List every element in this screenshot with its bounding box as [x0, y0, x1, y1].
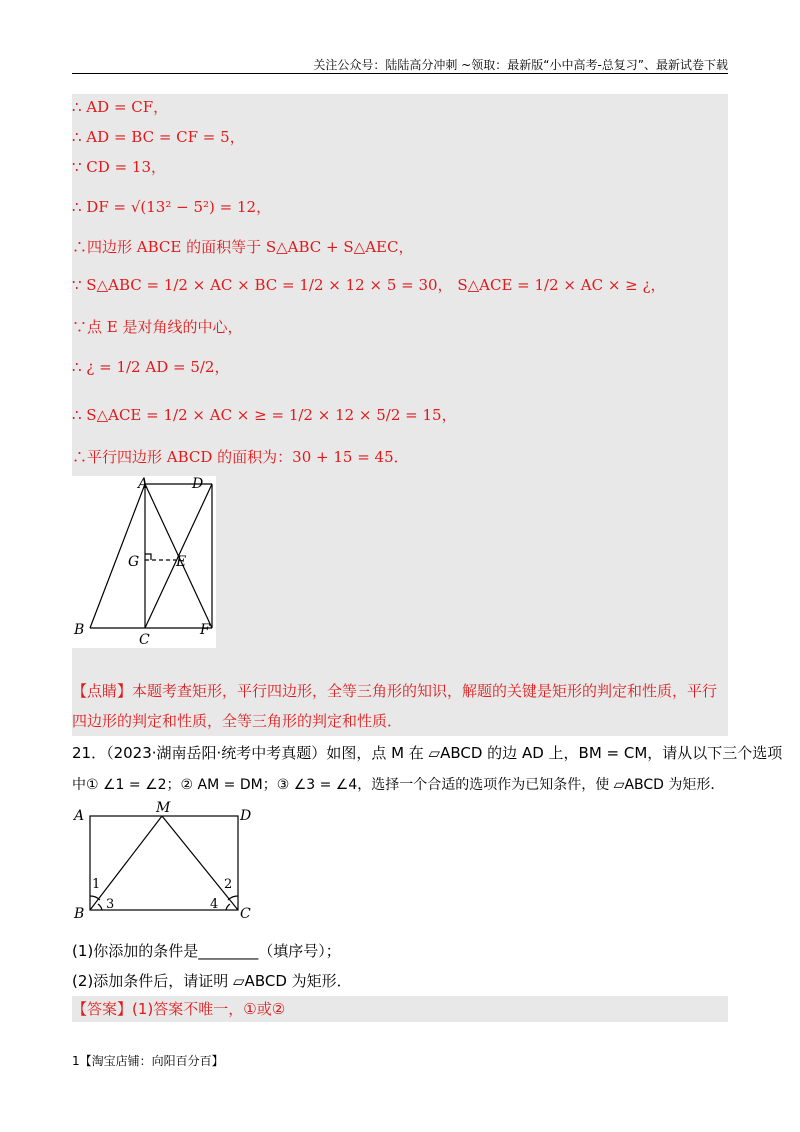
solution-line-10: ∴平行四边形 ABCD 的面积为：30 + 15 = 45．	[72, 448, 409, 466]
solution-line-6: ∵ S△ABC = 1/2 × AC × BC = 1/2 × 12 × 5 = 30， S△ACE = 1/2 × AC × ≥ ¿，	[72, 276, 666, 294]
label-B2: B	[74, 906, 85, 922]
page-header: 关注公众号：陆陆高分冲刺 ~领取：最新版“小中高考-总复习”、最新试卷下载	[313, 58, 728, 72]
page-footer: 1【淘宝店铺：向阳百分百】	[72, 1054, 224, 1068]
solution-line-1: ∴ AD = CF，	[72, 98, 169, 116]
solution-line-9: ∴ S△ACE = 1/2 × AC × ≥ = 1/2 × 12 × 5/2 = 15，	[72, 406, 457, 424]
header-rule	[72, 73, 728, 74]
label-A2: A	[74, 808, 85, 824]
remark	[72, 676, 728, 736]
answer-tag: 【答案】	[72, 1000, 133, 1018]
label-C: C	[139, 632, 150, 648]
solution-line-4: ∴ DF = √(13² − 5²) = 12，	[72, 198, 272, 216]
question-source: （2023·湖南岳阳·统考中考真题）	[106, 744, 327, 762]
question-number: 21．	[72, 744, 107, 762]
label-angle-1: 1	[92, 877, 101, 892]
solution-line-8: ∴ ¿ = 1/2 AD = 5/2，	[72, 358, 230, 376]
remark-tag: 【点睛】	[72, 682, 133, 700]
question-part-2: (2)添加条件后，请证明 ▱ABCD 为矩形．	[72, 972, 352, 990]
label-G: G	[128, 554, 140, 570]
label-D: D	[192, 476, 204, 492]
answer-text: (1)答案不唯一，①或②	[132, 1000, 286, 1018]
label-angle-3: 3	[106, 897, 115, 912]
label-A: A	[138, 476, 149, 492]
question-line-2: 中① ∠1 = ∠2；② AM = DM；③ ∠3 = ∠4，选择一个合适的选项作为已知条件，使 ▱ABCD 为矩形．	[72, 777, 725, 793]
solution-line-2: ∴ AD = BC = CF = 5，	[72, 128, 245, 146]
remark-text: 本题考查矩形，平行四边形，全等三角形的知识，解题的关键是矩形的判定和性质，平行四边形的判定和性质，全等三角形的判定和性质．	[72, 682, 718, 730]
label-M: M	[156, 800, 171, 816]
question-line-1	[72, 738, 783, 768]
label-F: F	[200, 622, 210, 638]
label-D2: D	[240, 808, 252, 824]
answer-box	[72, 996, 728, 1022]
label-E: E	[176, 554, 187, 570]
parallelogram-diagram	[72, 476, 216, 648]
solution-line-7: ∵点 E 是对角线的中心，	[72, 318, 243, 336]
question-part-1: (1)你添加的条件是________（填序号）；	[72, 942, 341, 960]
solution-line-5: ∴四边形 ABCE 的面积等于 S△ABC + S△AEC，	[72, 238, 414, 256]
label-C2: C	[240, 906, 251, 922]
label-B: B	[74, 622, 85, 638]
rectangle-diagram	[72, 800, 272, 922]
question-text-1: 如图，点 M 在 ▱ABCD 的边 AD 上，BM = CM，请从以下三个选项	[326, 744, 783, 762]
label-angle-4: 4	[210, 897, 219, 912]
solution-line-3: ∵ CD = 13，	[72, 158, 167, 176]
label-angle-2: 2	[224, 877, 233, 892]
